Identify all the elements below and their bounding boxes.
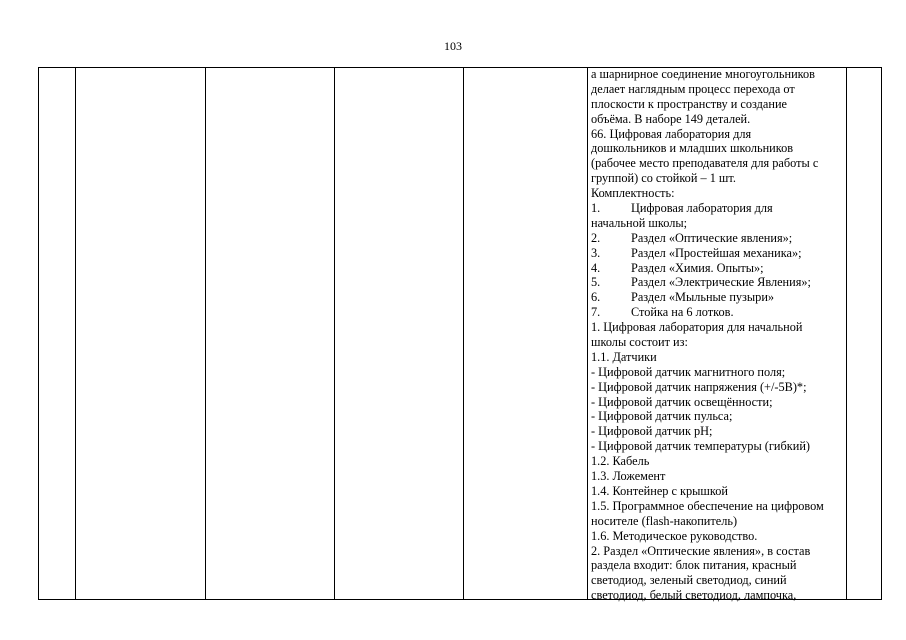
column-divider	[587, 67, 588, 600]
text-line: дошкольников и младших школьников	[591, 141, 794, 156]
text-line: Комплектность:	[591, 186, 675, 201]
text-line: плоскости к пространству и создание	[591, 96, 787, 111]
text-line: 66. Цифровая лаборатория для	[591, 126, 752, 141]
text-line: - Цифровой датчик освещённости;	[591, 394, 773, 409]
column-divider	[75, 67, 76, 600]
item-continuation: начальной школы;	[591, 215, 688, 230]
text-line: школы состоит из:	[591, 335, 688, 350]
item-text: Раздел «Химия. Опыты»;	[631, 260, 764, 275]
column-divider	[846, 67, 847, 600]
text-line: - Цифровой датчик pH;	[591, 424, 713, 439]
description-cell	[591, 67, 845, 603]
item-text: Раздел «Оптические явления»;	[631, 230, 793, 245]
item-text: Стойка на 6 лотков.	[631, 305, 734, 320]
column-divider	[463, 67, 464, 600]
numbered-item	[591, 261, 845, 276]
item-number: 1.	[591, 201, 601, 216]
text-line: группой) со стойкой – 1 шт.	[591, 171, 736, 186]
text-line: раздела входит: блок питания, красный	[591, 558, 797, 573]
text-line: делает наглядным процесс перехода от	[591, 81, 795, 96]
text-line: 1.1. Датчики	[591, 349, 657, 364]
text-line: (рабочее место преподавателя для работы с	[591, 156, 819, 171]
text-line: - Цифровой датчик напряжения (+/-5В)*;	[591, 379, 807, 394]
column-divider	[205, 67, 206, 600]
text-line: - Цифровой датчик температуры (гибкий)	[591, 439, 810, 454]
item-number: 2.	[591, 230, 601, 245]
item-number: 5.	[591, 275, 601, 290]
text-line: 1.4. Контейнер с крышкой	[591, 483, 728, 498]
numbered-item	[591, 305, 845, 320]
text-line: объёма. В наборе 149 деталей.	[591, 111, 751, 126]
text-line: 2. Раздел «Оптические явления», в состав	[591, 543, 811, 558]
item-text: Цифровая лаборатория для	[631, 201, 773, 216]
text-line: - Цифровой датчик магнитного поля;	[591, 364, 786, 379]
numbered-item	[591, 201, 845, 216]
numbered-item	[591, 231, 845, 246]
text-line: - Цифровой датчик пульса;	[591, 409, 733, 424]
item-number: 6.	[591, 290, 601, 305]
numbered-item	[591, 275, 845, 290]
text-line: 1.3. Ложемент	[591, 469, 666, 484]
numbered-item	[591, 246, 845, 261]
item-text: Раздел «Простейшая механика»;	[631, 245, 802, 260]
numbered-item	[591, 290, 845, 305]
text-line: светодиод, зеленый светодиод, синий	[591, 573, 787, 588]
text-line: а шарнирное соединение многоугольников	[591, 67, 815, 81]
text-line: 1. Цифровая лаборатория для начальной	[591, 320, 803, 335]
item-text: Раздел «Электрические Явления»;	[631, 275, 811, 290]
item-number: 3.	[591, 245, 601, 260]
text-line: 1.2. Кабель	[591, 454, 650, 469]
item-number: 4.	[591, 260, 601, 275]
item-text: Раздел «Мыльные пузыри»	[631, 290, 775, 305]
text-line: светодиод, белый светодиод, лампочка,	[591, 588, 797, 603]
text-line: 1.5. Программное обеспечение на цифровом	[591, 498, 824, 513]
item-number: 7.	[591, 305, 601, 320]
text-line: носителе (flash-накопитель)	[591, 513, 738, 528]
text-line: 1.6. Методическое руководство.	[591, 528, 758, 543]
column-divider	[334, 67, 335, 600]
page-number: 103	[444, 39, 462, 53]
